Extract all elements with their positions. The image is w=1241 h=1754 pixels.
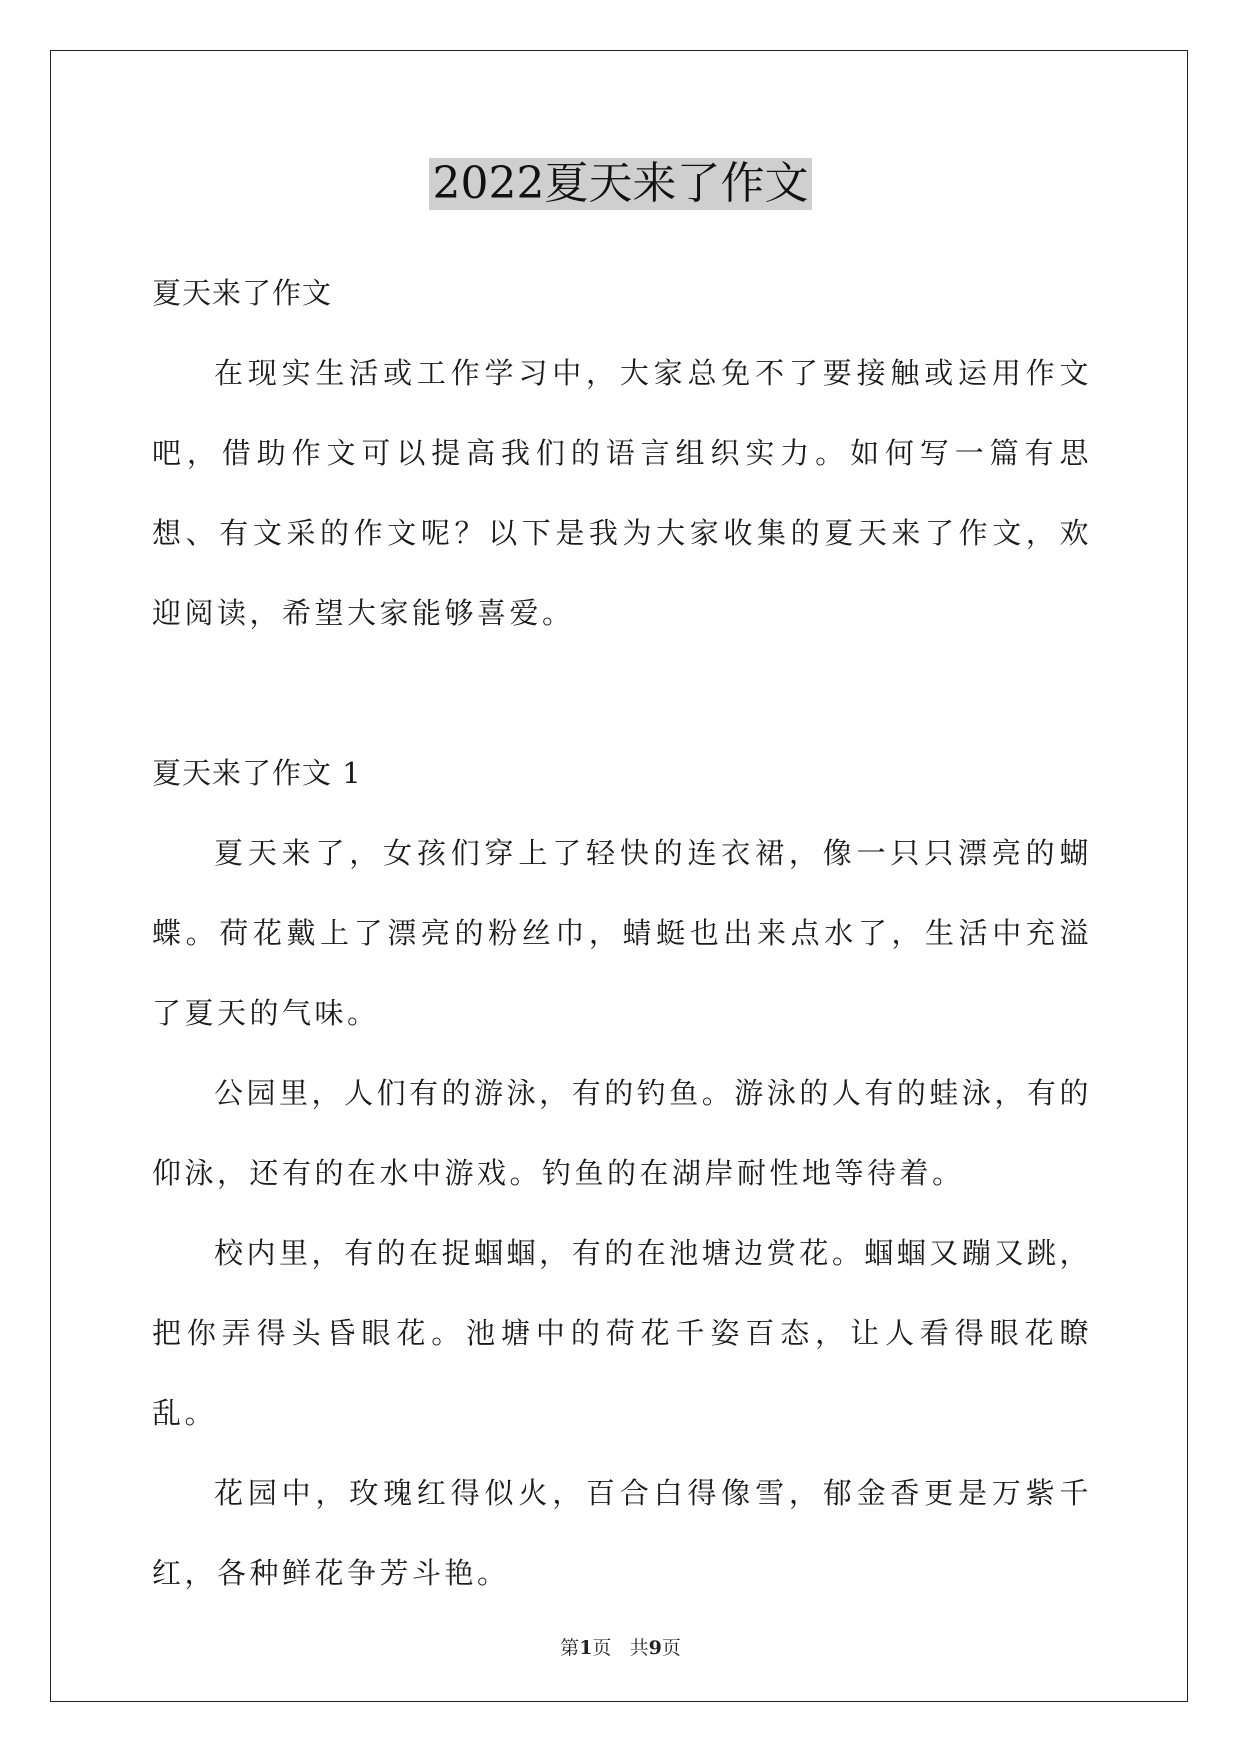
- page-number: 1: [579, 1637, 593, 1659]
- intro-paragraph: 在现实生活或工作学习中，大家总免不了要接触或运用作文吧，借助作文可以提高我们的语言组织实力。如何写一篇有思想、有文采的作文呢？以下是我为大家收集的夏天来了作文，欢迎阅读，希望大家能够喜爱。: [152, 356, 1092, 630]
- spacer: [152, 653, 1092, 733]
- page-footer: [0, 1633, 1241, 1660]
- paragraph: 花园中，玫瑰红得似火，百合白得像雪，郁金香更是万紫千红，各种鲜花争芳斗艳。: [152, 1476, 1092, 1590]
- page-suffix: 页: [592, 1637, 612, 1659]
- total-prefix: 共: [629, 1637, 649, 1659]
- document-body: [152, 253, 1092, 1613]
- paragraph: 校内里，有的在捉蝈蝈，有的在池塘边赏花。蝈蝈又蹦又跳，把你弄得头昏眼花。池塘中的荷花千姿百态，让人看得眼花瞭乱。: [152, 1236, 1092, 1430]
- section-heading: 夏天来了作文 1: [152, 756, 362, 790]
- page-prefix: 第: [560, 1637, 580, 1659]
- paragraph: 夏天来了，女孩们穿上了轻快的连衣裙，像一只只漂亮的蝴蝶。荷花戴上了漂亮的粉丝巾，蜻蜓也出来点水了，生活中充溢了夏天的气味。: [152, 836, 1092, 1030]
- document-title: 2022夏天来了作文: [429, 158, 813, 210]
- intro-heading: 夏天来了作文: [152, 276, 333, 310]
- total-suffix: 页: [661, 1637, 681, 1659]
- paragraph: 公园里，人们有的游泳，有的钓鱼。游泳的人有的蛙泳，有的仰泳，还有的在水中游戏。钓鱼的在湖岸耐性地等待着。: [152, 1076, 1092, 1190]
- title-container: [0, 158, 1241, 210]
- total-pages: 9: [648, 1637, 662, 1659]
